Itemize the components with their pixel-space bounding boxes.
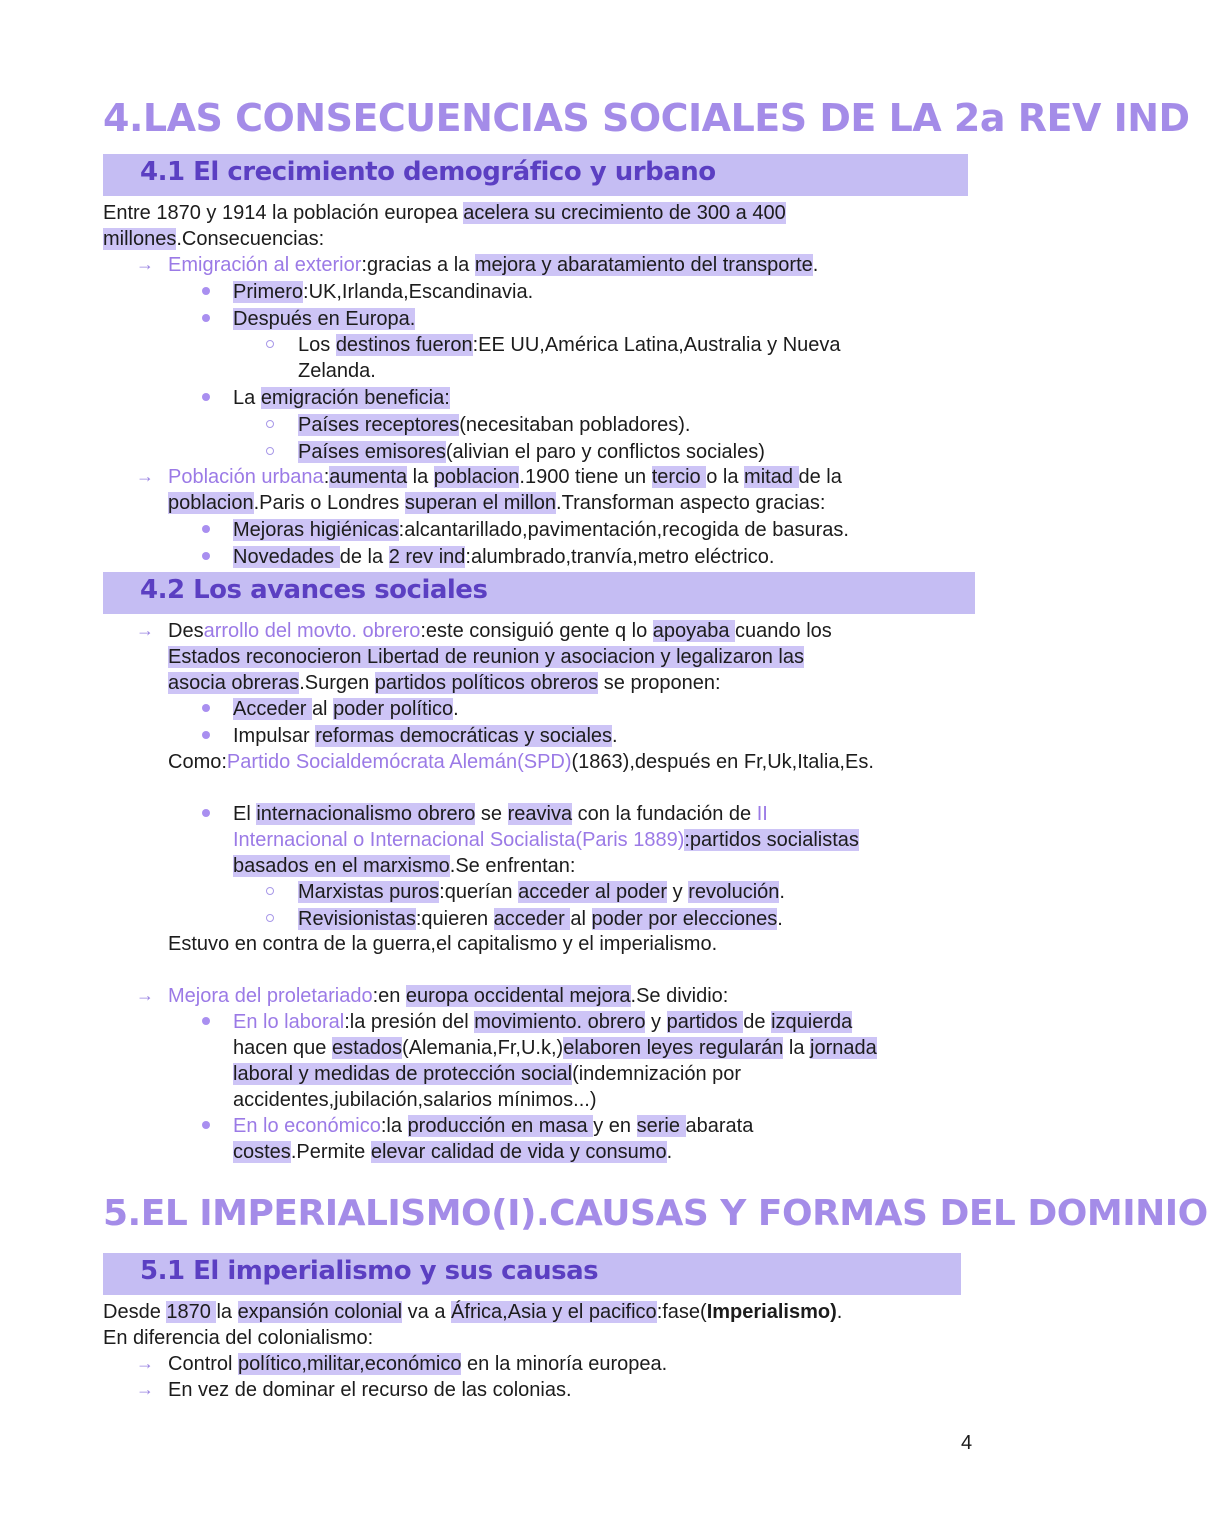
paragraph-line: Estados reconocieron Libertad de reunion y asociacion y legalizaron las xyxy=(168,646,804,668)
list-item: Marxistas puros:querían acceder al poder y revolución. xyxy=(298,881,785,903)
paragraph-line: accidentes,jubilación,salarios mínimos...) xyxy=(233,1089,597,1111)
paragraph-line: Internacional o Internacional Socialista(Paris 1889):partidos socialistas xyxy=(233,829,859,851)
sub-bullet-icon xyxy=(266,420,274,428)
list-item: Países receptores(necesitaban pobladores). xyxy=(298,414,691,436)
arrow-right-icon: → xyxy=(136,254,154,274)
paragraph-line: Desde 1870 la expansión colonial va a África,Asia y el pacifico:fase(Imperialismo). xyxy=(103,1301,843,1323)
bullet-icon xyxy=(202,731,210,739)
page-number: 4 xyxy=(961,1432,973,1454)
bullet-icon xyxy=(202,1121,210,1129)
sub-bullet-icon xyxy=(266,340,274,348)
list-item: En lo laboral:la presión del movimiento. obrero y partidos de izquierda xyxy=(233,1011,853,1033)
sub-bullet-icon xyxy=(266,887,274,895)
arrow-right-icon: → xyxy=(136,985,154,1005)
arrow-right-icon: → xyxy=(136,1353,154,1373)
list-item: En lo económico:la producción en masa y en serie abarata xyxy=(233,1115,754,1137)
bullet-icon xyxy=(202,287,210,295)
bullet-icon xyxy=(202,393,210,401)
arrow-right-icon: → xyxy=(136,1379,154,1399)
list-item: Desarrollo del movto. obrero:este consiguió gente q lo apoyaba cuando los xyxy=(168,620,832,642)
list-item: En vez de dominar el recurso de las colonias. xyxy=(168,1379,572,1401)
list-item: Población urbana:aumenta la poblacion.1900 tiene un tercio o la mitad de la xyxy=(168,466,842,488)
subsection-title: 5.1 El imperialismo y sus causas xyxy=(140,1256,599,1286)
list-item: Países emisores(alivian el paro y conflictos sociales) xyxy=(298,441,765,463)
bullet-icon xyxy=(202,552,210,560)
bullet-icon xyxy=(202,704,210,712)
list-item: Emigración al exterior:gracias a la mejora y abaratamiento del transporte. xyxy=(168,254,819,276)
paragraph-line: costes.Permite elevar calidad de vida y consumo. xyxy=(233,1141,673,1163)
list-item: Revisionistas:quieren acceder al poder por elecciones. xyxy=(298,908,783,930)
bullet-icon xyxy=(202,1017,210,1025)
subsection-title: 4.1 El crecimiento demográfico y urbano xyxy=(140,157,716,187)
paragraph-line: Entre 1870 y 1914 la población europea acelera su crecimiento de 300 a 400 xyxy=(103,202,786,224)
paragraph-line: hacen que estados(Alemania,Fr,U.k,)elaboren leyes regularán la jornada xyxy=(233,1037,877,1059)
paragraph-line: En diferencia del colonialismo: xyxy=(103,1327,374,1349)
paragraph-line: asocia obreras.Surgen partidos políticos obreros se proponen: xyxy=(168,672,721,694)
paragraph-line: basados en el marxismo.Se enfrentan: xyxy=(233,855,576,877)
list-item: Primero:UK,Irlanda,Escandinavia. xyxy=(233,281,534,303)
list-item: Los destinos fueron:EE UU,América Latina,Australia y Nueva xyxy=(298,334,841,356)
list-item: La emigración beneficia: xyxy=(233,387,450,409)
paragraph-line: Zelanda. xyxy=(298,360,376,382)
list-item: Impulsar reformas democráticas y sociales. xyxy=(233,725,618,747)
list-item: Mejora del proletariado:en europa occidental mejora.Se dividio: xyxy=(168,985,729,1007)
arrow-right-icon: → xyxy=(136,620,154,640)
paragraph-line: Estuvo en contra de la guerra,el capitalismo y el imperialismo. xyxy=(168,933,718,955)
list-item: Acceder al poder político. xyxy=(233,698,459,720)
list-item: Después en Europa. xyxy=(233,308,416,330)
subsection-title: 4.2 Los avances sociales xyxy=(140,575,488,605)
bullet-icon xyxy=(202,809,210,817)
list-item: Control político,militar,económico en la minoría europea. xyxy=(168,1353,668,1375)
paragraph-line: Como:Partido Socialdemócrata Alemán(SPD)(1863),después en Fr,Uk,Italia,Es. xyxy=(168,751,874,773)
section-title: 5.EL IMPERIALISMO(I).CAUSAS Y FORMAS DEL DOMINIO xyxy=(103,1193,1208,1234)
sub-bullet-icon xyxy=(266,447,274,455)
bullet-icon xyxy=(202,525,210,533)
paragraph-line: laboral y medidas de protección social(indemnización por xyxy=(233,1063,742,1085)
arrow-right-icon: → xyxy=(136,466,154,486)
bullet-icon xyxy=(202,314,210,322)
section-title: 4.LAS CONSECUENCIAS SOCIALES DE LA 2a REV IND xyxy=(103,96,1190,140)
paragraph-line: millones.Consecuencias: xyxy=(103,228,325,250)
list-item: Novedades de la 2 rev ind:alumbrado,tranvía,metro eléctrico. xyxy=(233,546,775,568)
paragraph-line: poblacion.Paris o Londres superan el millon.Transforman aspecto gracias: xyxy=(168,492,826,514)
list-item: Mejoras higiénicas:alcantarillado,pavimentación,recogida de basuras. xyxy=(233,519,849,541)
sub-bullet-icon xyxy=(266,914,274,922)
list-item: El internacionalismo obrero se reaviva con la fundación de II xyxy=(233,803,768,825)
